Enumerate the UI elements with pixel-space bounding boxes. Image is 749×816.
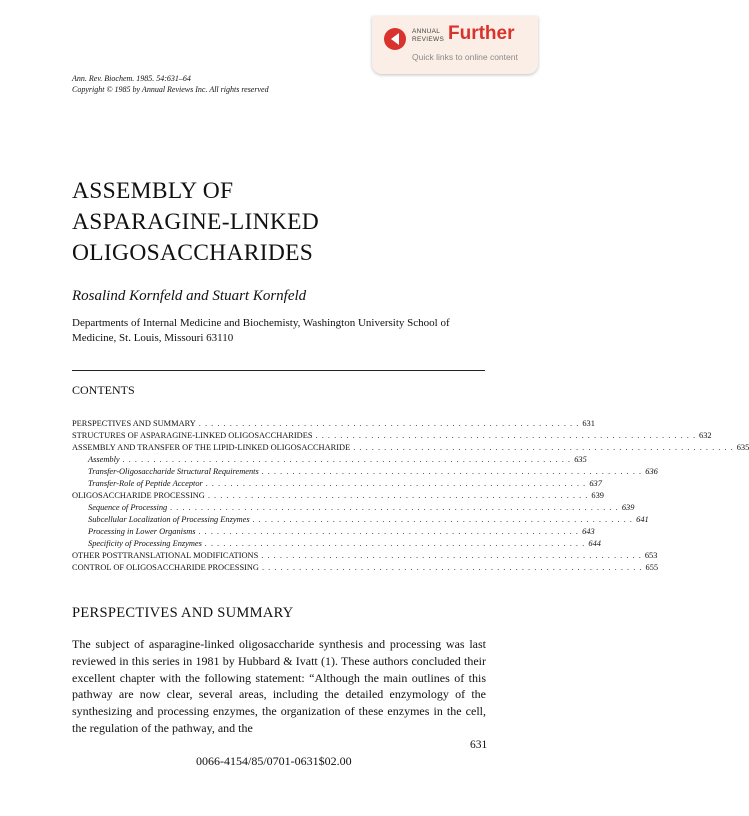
- further-label: Further: [448, 23, 515, 44]
- toc-page: 636: [645, 467, 658, 476]
- toc-label: CONTROL OF OLIGOSACCHARIDE PROCESSING: [72, 563, 259, 572]
- toc-entry-structures[interactable]: [72, 430, 712, 442]
- authors: Rosalind Kornfeld and Stuart Kornfeld: [72, 288, 307, 304]
- toc-page: 639: [621, 503, 635, 512]
- toc-label: Subcellular Localization of Processing Enzymes: [88, 515, 250, 524]
- title-line-2: ASPARAGINE-LINKED: [72, 209, 320, 235]
- title-line-3: OLIGOSACCHARIDES: [72, 240, 314, 266]
- toc-label: OTHER POSTTRANSLATIONAL MODIFICATIONS: [72, 551, 259, 560]
- toc-leader-dots: . . . . . . . . . . . . . . . . . . . . . . . . . . . . . . . . . . . . . . . . . . . . . . . . . . . . . . . . . . . . . .: [198, 527, 580, 536]
- title-line-1: ASSEMBLY OF: [72, 178, 234, 204]
- toc-page: 631: [582, 419, 595, 428]
- toc-entry-processing[interactable]: [72, 490, 604, 502]
- toc-page: 653: [644, 551, 658, 560]
- body-paragraph: The subject of asparagine-linked oligosaccharide synthesis and processing was last reviewed in this series in 1981 by Hubbard & Ivatt (1). These authors concluded their excellent chapter with the following statement: “Although the main outlines of this pathway are now clear, several areas, including the detailed enzymology of the synthesizing and processing enzymes, the organization of these enzymes in the cell, the regulation of the pathway, and the: [72, 637, 486, 735]
- toc-leader-dots: . . . . . . . . . . . . . . . . . . . . . . . . . . . . . . . . . . . . . . . . . . . . . . . . . . . . . . . . . . . . . .: [261, 563, 643, 572]
- toc-page: 641: [636, 515, 649, 524]
- toc-page: 655: [645, 563, 659, 572]
- toc-leader-dots: . . . . . . . . . . . . . . . . . . . . . . . . . . . . . . . . . . . . . . . . . . . . . . . . . . . . . . . . . . . . . .: [207, 491, 589, 500]
- toc-label: ASSEMBLY AND TRANSFER OF THE LIPID-LINKED OLIGOSACCHARIDE: [72, 443, 351, 452]
- article-title: [72, 176, 319, 269]
- toc-entry-assembly-transfer[interactable]: [72, 442, 749, 454]
- divider: [72, 370, 485, 371]
- toc-leader-dots: . . . . . . . . . . . . . . . . . . . . . . . . . . . . . . . . . . . . . . . . . . . . . . . . . . . . . . . . . . . . . .: [315, 431, 697, 440]
- reviews-label: REVIEWS: [412, 35, 445, 43]
- article-code: 0066-4154/85/0701-0631$02.00: [196, 754, 352, 768]
- toc-leader-dots: . . . . . . . . . . . . . . . . . . . . . . . . . . . . . . . . . . . . . . . . . . . . . . . . . . . . . . . . . . . . . .: [353, 443, 734, 452]
- toc-entry-oligosaccharide-requirements[interactable]: [72, 466, 658, 478]
- toc-entry-control[interactable]: [72, 562, 659, 574]
- affiliation-line-2: Medicine, St. Louis, Missouri 63110: [72, 332, 234, 344]
- toc-label: Transfer-Role of Peptide Acceptor: [88, 479, 203, 488]
- toc-entry-specificity[interactable]: [72, 538, 601, 550]
- toc-page: 643: [582, 527, 595, 536]
- affiliation-line-1: Departments of Internal Medicine and Biochemisty, Washington University School of: [72, 317, 450, 329]
- table-of-contents: [72, 418, 749, 574]
- toc-entry-perspectives[interactable]: [72, 418, 595, 430]
- toc-label: OLIGOSACCHARIDE PROCESSING: [72, 491, 205, 500]
- toc-label: Transfer-Oligosaccharide Structural Requirements: [88, 467, 259, 476]
- toc-entry-lower-organisms[interactable]: [72, 526, 595, 538]
- section-heading: PERSPECTIVES AND SUMMARY: [72, 605, 294, 621]
- toc-label: Processing in Lower Organisms: [88, 527, 196, 536]
- toc-page: 639: [591, 491, 604, 500]
- toc-page: 635: [574, 455, 587, 464]
- toc-leader-dots: . . . . . . . . . . . . . . . . . . . . . . . . . . . . . . . . . . . . . . . . . . . . . . . . . . . . . . . . . . . . . .: [204, 539, 586, 548]
- toc-entry-sequence[interactable]: [72, 502, 635, 514]
- quick-links-label: Quick links to online content: [412, 52, 518, 62]
- page-number: 631: [470, 739, 488, 751]
- affiliation: [72, 316, 492, 346]
- toc-page: 632: [699, 431, 712, 440]
- toc-page: 635: [736, 443, 749, 452]
- toc-entry-assembly[interactable]: [72, 454, 587, 466]
- toc-label: Specificity of Processing Enzymes: [88, 539, 202, 548]
- annual-reviews-label: [412, 28, 448, 43]
- toc-entry-peptide-acceptor[interactable]: [72, 478, 602, 490]
- toc-label: Sequence of Processing: [88, 503, 168, 512]
- play-arrow-icon: [384, 28, 406, 50]
- toc-label: STRUCTURES OF ASPARAGINE-LINKED OLIGOSACCHARIDES: [72, 431, 313, 440]
- further-links-badge[interactable]: [372, 16, 538, 74]
- toc-leader-dots: . . . . . . . . . . . . . . . . . . . . . . . . . . . . . . . . . . . . . . . . . . . . . . . . . . . . . . . . . . . . . .: [261, 467, 643, 476]
- annual-label: ANNUAL: [412, 28, 441, 35]
- toc-leader-dots: . . . . . . . . . . . . . . . . . . . . . . . . . . . . . . . . . . . . . . . . . . . . . . . . . . . . . . . . . . . . . .: [205, 479, 587, 488]
- toc-leader-dots: . . . . . . . . . . . . . . . . . . . . . . . . . . . . . . . . . . . . . . . . . . . . . . . . . . . . . . . . . . . . . .: [198, 419, 580, 428]
- toc-label: Assembly: [88, 455, 120, 464]
- toc-leader-dots: . . . . . . . . . . . . . . . . . . . . . . . . . . . . . . . . . . . . . . . . . . . . . . . . . . . . . . . . . . . . . .: [261, 551, 642, 560]
- toc-leader-dots: . . . . . . . . . . . . . . . . . . . . . . . . . . . . . . . . . . . . . . . . . . . . . . . . . . . . . . . . . . . . . .: [252, 515, 634, 524]
- toc-page: 644: [588, 539, 601, 548]
- contents-heading: CONTENTS: [72, 383, 135, 397]
- toc-leader-dots: . . . . . . . . . . . . . . . . . . . . . . . . . . . . . . . . . . . . . . . . . . . . . . . . . . . . . . . . . . . . . . . . . . . . . . . . .: [170, 503, 619, 512]
- toc-entry-posttranslational[interactable]: [72, 550, 658, 562]
- toc-leader-dots: . . . . . . . . . . . . . . . . . . . . . . . . . . . . . . . . . . . . . . . . . . . . . . . . . . . . . . . . . . . . . . . . . . . . . . . . .: [122, 455, 572, 464]
- toc-page: 637: [589, 479, 602, 488]
- toc-entry-subcellular[interactable]: [72, 514, 649, 526]
- citation: [72, 73, 269, 95]
- citation-copyright: Copyright © 1985 by Annual Reviews Inc. All rights reserved: [72, 85, 269, 94]
- citation-journal: Ann. Rev. Biochem. 1985. 54:631–64: [72, 74, 191, 83]
- toc-label: PERSPECTIVES AND SUMMARY: [72, 419, 196, 428]
